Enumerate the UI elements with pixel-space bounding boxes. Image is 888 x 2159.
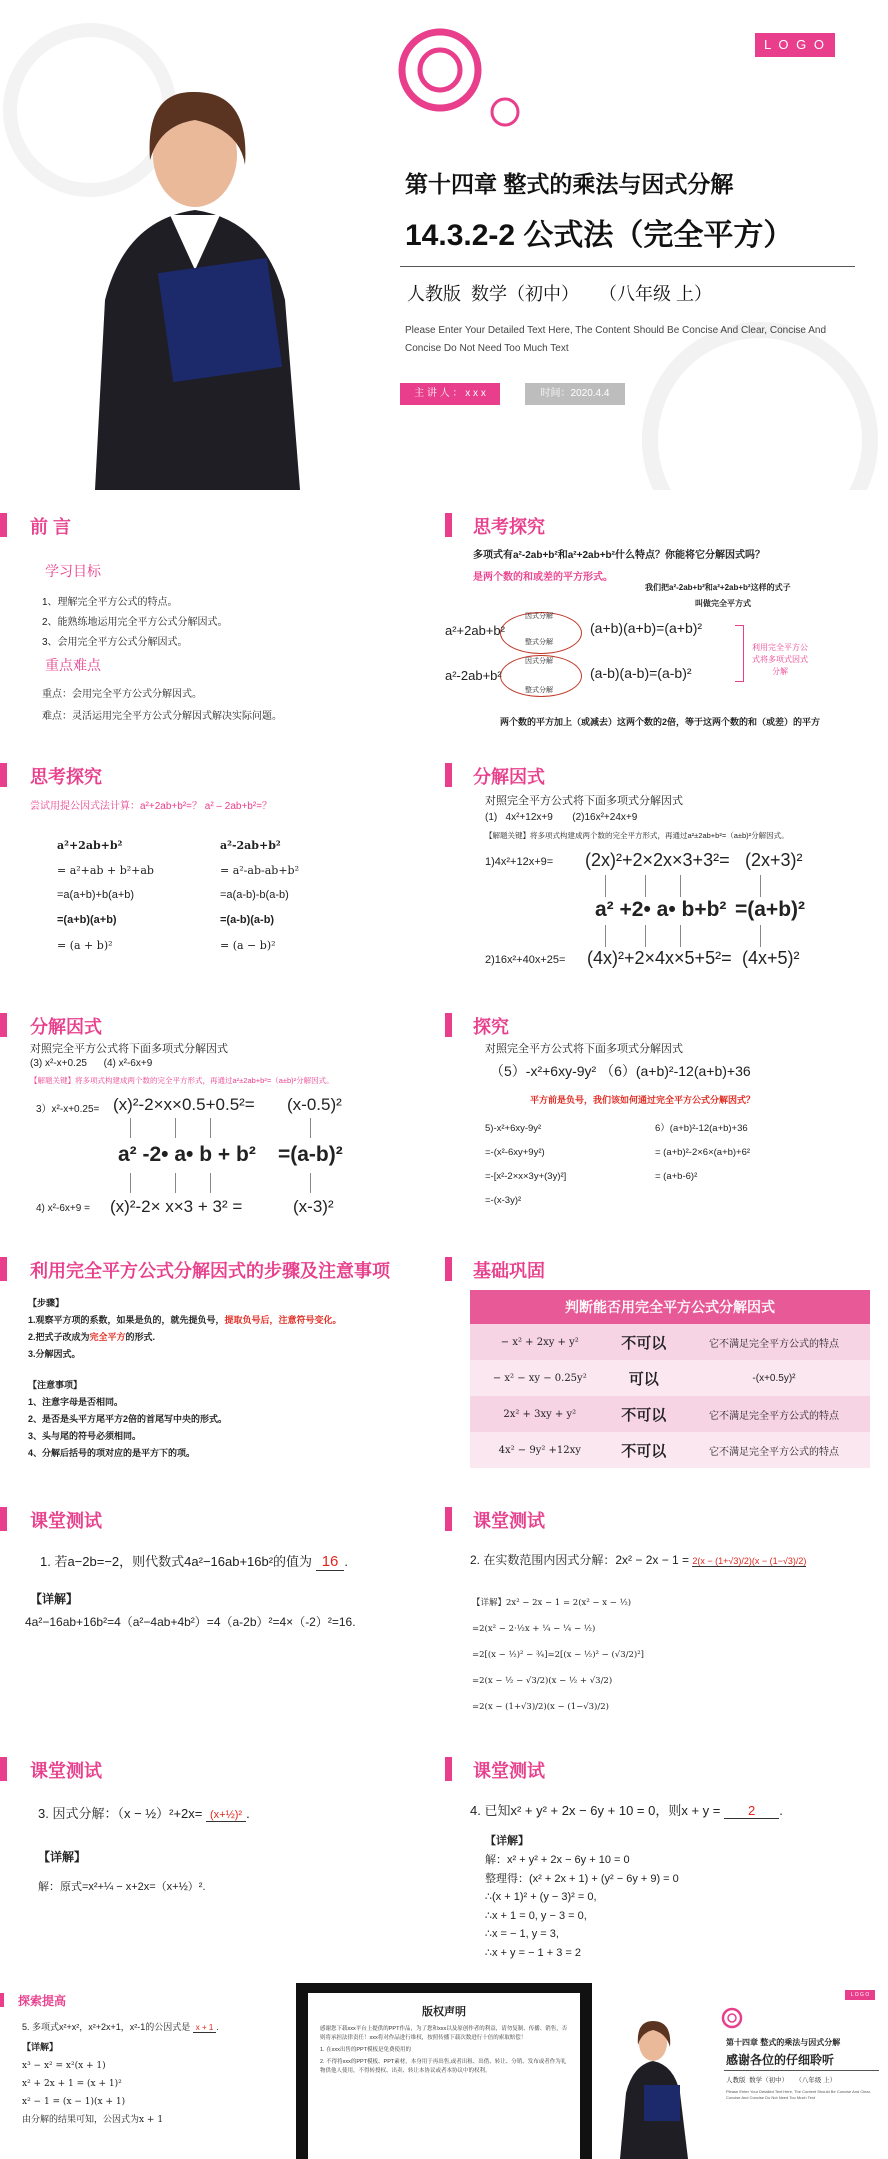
test-slide-1: 课堂测试 1. 若a−2b=−2，则代数式4a²−16ab+16b²的值为 16 . 【详解】 4a²−16ab+16b²=4（a²−4ab+4b²）=4（a-2b）²=4×（-2）²=16.	[0, 1495, 440, 1745]
slide-title: 探究	[473, 1017, 509, 1037]
lhs-2: a²-2ab+b²	[445, 668, 502, 683]
answer: 16	[316, 1553, 345, 1571]
right-col	[655, 1117, 750, 1189]
items: (3) x²-x+0.25 (4) x²-6x+9	[30, 1058, 153, 1069]
question: 尝试用提公因式法计算：a²+2ab+b²=？ a² – 2ab+b²=？	[30, 801, 273, 812]
step-3: 3.分解因式。	[28, 1349, 81, 1359]
formula-middle: a² -2• a• b + b²	[118, 1143, 256, 1166]
detail-4: 由分解的结果可知，公因式为x + 1	[22, 2115, 164, 2125]
slide-title: 分解因式	[473, 767, 545, 787]
steps-slide	[0, 1245, 440, 1495]
line-1-label: 1)4x²+12x+9=	[485, 856, 554, 868]
key-title: 重点难点	[45, 657, 101, 673]
answer: (x+½)²	[206, 1809, 246, 1822]
left-4: =(a+b)(a+b)	[57, 914, 117, 926]
test-slide-2	[445, 1495, 888, 1745]
goal-title: 学习目标	[45, 563, 101, 579]
detail-head: 【详解】	[30, 1592, 79, 1606]
key-hint: 【解题关键】将多项式构建成两个数的完全平方形式，再通过a²±2ab+b²=（a±b)²分解因式。	[485, 831, 789, 840]
lesson-title: 14.3.2-2 公式法（完全平方）	[405, 219, 794, 252]
chapter-title: 第十四章 整式的乘法与因式分解	[405, 171, 734, 197]
think-slide-1	[445, 495, 888, 745]
formula-middle-result: =(a+b)²	[735, 898, 806, 921]
line-2-label: 2)16x²+40x+25=	[485, 954, 566, 966]
lhs-1: a²+2ab+b²	[445, 623, 505, 638]
logo: L O G O	[845, 1990, 875, 2000]
factor-label: 因式分解	[525, 613, 553, 620]
factor-slide-1	[445, 745, 888, 995]
thanks-slide	[593, 1983, 888, 2159]
right-1: 6）(a+b)²-12(a+b)+36	[655, 1123, 748, 1134]
judge-table	[470, 1290, 870, 1468]
chapter-title: 第十四章 整式的乘法与因式分解	[726, 2038, 841, 2047]
goal-3: 3、会用完全平方公式分解因式。	[42, 637, 188, 648]
left-3: =a(a+b)+b(a+b)	[57, 889, 135, 901]
question: 对照完全平方公式将下面多项式分解因式	[485, 795, 683, 807]
step-1: 1.观察平方项的系数，如果是负的，就先提负号，提取负号后，注意符号变化。	[28, 1315, 342, 1325]
slide-title: 分解因式	[30, 1017, 102, 1037]
items: （5）-x²+6xy-9y² （6）(a+b)²-12(a+b)+36	[490, 1063, 751, 1079]
left-1: a²+2ab+b²	[57, 839, 123, 852]
presenter-photo	[608, 2013, 698, 2159]
line-2-expr: (4x)²+2×4x×5+5²=	[587, 948, 732, 968]
expand-label: 整式分解	[525, 639, 553, 646]
edition-label: 人教版 数学（初中） （八年级 上）	[726, 2077, 837, 2084]
detail-3: =2[(x − ½)² − ¾]=2[(x − ½)² − (√3/2)²]	[472, 1650, 644, 1660]
slide-title: 前 言	[30, 517, 72, 537]
slide-title: 探索提高	[18, 1994, 67, 2008]
detail-4: =2(x − ½ − √3/2)(x − ½ + √3/2)	[472, 1676, 613, 1686]
line-2-expr: (x)²-2× x×3 + 3² =	[110, 1197, 243, 1216]
note-2: 叫做完全平方式	[695, 599, 751, 608]
question: 3. 因式分解：（x − ½）²+2x=	[38, 1806, 203, 1821]
table-row: − x² − xy − 0.25y² 可以 -(x+0.5y)²	[470, 1360, 870, 1396]
factor-label-2: 因式分解	[525, 658, 553, 665]
detail-5: ∴x = − 1, y = 3,	[485, 1928, 559, 1940]
cover-slide	[0, 0, 888, 490]
slide-title: 思考探究	[30, 767, 102, 787]
raise-slide: 探索提高 5. 多项式x²+x²，x²+2x+1，x²-1的公因式是 x + 1 . 【详解】 x³ − x² = x²(x + 1) x² + 2x + 1 = (x + 1)² x² − 1 = (x − 1)(x + 1) 由分解的结果可知，公因式为x + 1	[0, 1983, 295, 2159]
line-2-result: (x-3)²	[293, 1197, 334, 1216]
goal-2: 2、能熟练地运用完全平方公式分解因式。	[42, 617, 228, 628]
preface-slide	[0, 495, 440, 745]
slide-title: 利用完全平方公式分解因式的步骤及注意事项	[30, 1261, 390, 1281]
body-1: 感谢您下载xxx平台上提供的PPT作品，为了您和xxx以及原创作者的利益，请勿复制、传播、销售，否则将承担法律责任！xxx将对作品进行维权，按照传播下载次数进行十倍的索取赔偿！	[320, 2026, 568, 2041]
description: Please Enter Your Detailed Text Here, The Content Should Be Concise And Clear, Concise And Concise Do Not Need Too Much Text	[726, 2089, 871, 2100]
key-hint: 【解题关键】将多项式构建成两个数的完全平方形式，再通过a²±2ab+b²=（a±b)²分解因式。	[30, 1076, 334, 1085]
notes-head: 【注意事项】	[28, 1380, 83, 1390]
right-3: = (a+b-6)²	[655, 1171, 698, 1182]
conclusion: 两个数的平方加上（或减去）这两个数的2倍，等于这两个数的和（或差）的平方	[500, 717, 821, 727]
slide-title: 基础巩固	[473, 1261, 545, 1281]
note-4: 4、分解后括号的项对应的是平方下的项。	[28, 1448, 196, 1458]
left-3: =-[x²-2×x×3y+(3y)²]	[485, 1171, 567, 1182]
key-point: 重点：会用完全平方公式分解因式。	[42, 689, 202, 700]
test-slide-3: 课堂测试 3. 因式分解：（x − ½）²+2x= (x+½)² . 【详解】 解：原式=x²+¼ − x+2x=（x+½）².	[0, 1745, 440, 1995]
test-slide-4: 课堂测试 4. 已知x² + y² + 2x − 6y + 10 = 0，则x + y = 2 . 【详解】 解：x² + y² + 2x − 6y + 10 = 0 整理得：(x² + 2x + 1) + (y² − 6y + 9) = 0 ∴(x + 1)² + (y − 3)² = 0, ∴x + 1 = 0, y − 3 = 0, ∴x = − 1, y = 3, ∴x + y = − 1 + 3 = 2	[445, 1745, 888, 1995]
side-note: 利用完全平方公式将多项式因式分解	[752, 643, 808, 676]
question: 对照完全平方公式将下面多项式分解因式	[485, 1043, 683, 1055]
goal-1: 1、理解完全平方公式的特点。	[42, 597, 178, 608]
note-3: 3、头与尾的符号必须相同。	[28, 1431, 142, 1441]
right-col	[220, 833, 299, 958]
presenter-photo	[55, 70, 335, 490]
line-2-label: 4) x²-6x+9 =	[36, 1203, 90, 1214]
line-1-expr: (2x)²+2×2x×3+3²=	[585, 850, 730, 870]
detail-2: 整理得：(x² + 2x + 1) + (y² − 6y + 9) = 0	[485, 1872, 679, 1885]
answer: 是两个数的和或差的平方形式。	[473, 572, 613, 583]
answer: 2(x − (1+√3)/2)(x − (1−√3)/2)	[692, 1556, 807, 1566]
rhs-1: (a+b)(a+b)=(a+b)²	[590, 620, 703, 636]
basic-slide	[445, 1245, 888, 1495]
slide-title: 课堂测试	[473, 1511, 545, 1531]
left-col	[485, 1117, 566, 1213]
line-1-result: (2x+3)²	[745, 850, 803, 870]
question: 5. 多项式x²+x²，x²+2x+1，x²-1的公因式是	[22, 2022, 191, 2032]
left-2: = a²+ab + b²+ab	[57, 864, 154, 877]
question: 2. 在实数范围内因式分解：2x² − 2x − 1 =	[470, 1553, 690, 1567]
hint: 平方前是负号，我们该如何通过完全平方公式分解因式？	[530, 1095, 756, 1105]
description: Please Enter Your Detailed Text Here, The Content Should Be Concise And Clear, Concise And Concise Do Not Need Too Much Text	[405, 325, 827, 354]
detail-1: 【详解】2x² − 2x − 1 = 2(x² − x − ½)	[472, 1598, 632, 1608]
detail: 4a²−16ab+16b²=4（a²−4ab+4b²）=4（a-2b）²=4×（-2）²=16.	[25, 1615, 356, 1629]
left-5: = (a + b)²	[57, 939, 113, 952]
steps-head: 【步骤】	[28, 1298, 65, 1308]
brace	[735, 625, 744, 682]
detail-6: ∴x + y = − 1 + 3 = 2	[485, 1946, 581, 1959]
detail-4: ∴x + 1 = 0, y − 3 = 0,	[485, 1909, 587, 1922]
factor-slide-2	[0, 995, 440, 1245]
formula-middle-result: =(a-b)²	[278, 1143, 343, 1166]
edition-label: 人教版 数学（初中） （八年级 上）	[407, 284, 713, 304]
detail-1: x³ − x² = x²(x + 1)	[22, 2061, 106, 2071]
time-badge: 时间：2020.4.4	[525, 383, 625, 405]
slide-title: 课堂测试	[30, 1761, 102, 1781]
question: 1. 若a−2b=−2，则代数式4a²−16ab+16b²的值为	[40, 1554, 313, 1569]
note-1: 1、注意字母是否相同。	[28, 1397, 124, 1407]
left-2: =-(x²-6xy+9y²)	[485, 1147, 545, 1158]
detail-head: 【详解】	[38, 1850, 87, 1864]
detail-head: 【详解】	[22, 2042, 59, 2052]
question: 4. 已知x² + y² + 2x − 6y + 10 = 0，则x + y =	[470, 1803, 721, 1818]
question: 对照完全平方公式将下面多项式分解因式	[30, 1043, 228, 1055]
question: 多项式有a²-2ab+b²和a²+2ab+b²什么特点？你能将它分解因式吗？	[473, 550, 765, 561]
rhs-2: (a-b)(a-b)=(a-b)²	[590, 665, 692, 681]
detail-3: x² − 1 = (x − 1)(x + 1)	[22, 2097, 126, 2107]
detail-head: 【详解】	[485, 1835, 529, 1847]
left-1: 5)-x²+6xy-9y²	[485, 1123, 542, 1134]
answer: x + 1	[193, 2023, 217, 2033]
line-1-label: 3）x²-x+0.25=	[36, 1104, 100, 1115]
thanks-title: 感谢各位的仔细聆听	[726, 2053, 835, 2067]
line-2-result: (4x+5)²	[742, 948, 800, 968]
right-3: =a(a-b)-b(a-b)	[220, 889, 289, 901]
detail-1: 解：x² + y² + 2x − 6y + 10 = 0	[485, 1854, 630, 1866]
slide-title: 版权声明	[422, 2006, 466, 2018]
right-2: = (a+b)²-2×6×(a+b)+6²	[655, 1147, 751, 1158]
right-1: a²-2ab+b²	[220, 839, 281, 852]
answer: 2	[724, 1803, 779, 1819]
expand-label-2: 整式分解	[525, 687, 553, 694]
note-2: 2、是否是头平方尾平方2倍的首尾写中央的形式。	[28, 1414, 228, 1424]
table-row: − x² + 2xy + y² 不可以 它不满足完全平方公式的特点	[470, 1324, 870, 1360]
table-row: 4x² − 9y² +12xy 不可以 它不满足完全平方公式的特点	[470, 1432, 870, 1468]
detail-2: =2(x² − 2·½x + ¼ − ¼ − ½)	[472, 1624, 596, 1634]
left-col	[57, 833, 154, 958]
body-2: 1. 在xxx出售的PPT模板是免费使用的	[320, 2047, 412, 2053]
items: (1) 4x²+12x+9 (2)16x²+24x+9	[485, 812, 638, 823]
line-1-result: (x-0.5)²	[287, 1095, 342, 1114]
slide-title: 课堂测试	[473, 1761, 545, 1781]
line-1-expr: (x)²-2×x×0.5+0.5²=	[113, 1095, 255, 1114]
logo: L O G O	[755, 33, 835, 57]
right-5: = (a − b)²	[220, 939, 276, 952]
detail: 解：原式=x²+¼ − x+2x=（x+½）².	[38, 1881, 206, 1893]
swirl-decoration	[718, 2005, 758, 2035]
detail-5: =2(x − (1+√3)/2)(x − (1−√3)/2)	[472, 1702, 609, 1712]
left-4: =-(x-3y)²	[485, 1195, 522, 1206]
detail-2: x² + 2x + 1 = (x + 1)²	[22, 2079, 122, 2089]
think-slide-2	[0, 745, 440, 995]
right-2: = a²-ab-ab+b²	[220, 864, 299, 877]
detail-3: ∴(x + 1)² + (y − 3)² = 0,	[485, 1891, 597, 1903]
speaker-badge: 主 讲 人 ： x x x	[400, 383, 500, 405]
note: 我们把a²-2ab+b²和a²+2ab+b²这样的式子	[645, 583, 791, 592]
right-4: =(a-b)(a-b)	[220, 914, 275, 926]
body-3: 2. 不得将xxx的PPT模板、PPT素材，本身用于再出售,或者出租、出借、转让、分销、发布或者作为礼物供他人使用，不得转授权、出卖、转让本协议或者本协议中的权利。	[320, 2059, 567, 2074]
slide-title: 思考探究	[473, 517, 545, 537]
slide-title: 课堂测试	[30, 1511, 102, 1531]
table-header: 判断能否用完全平方公式分解因式	[470, 1290, 870, 1324]
formula-middle: a² +2• a• b+b²	[595, 898, 727, 921]
difficulty-point: 难点：灵活运用完全平方公式分解因式解决实际问题。	[42, 711, 282, 722]
title-divider	[400, 266, 855, 267]
copyright-slide	[296, 1983, 592, 2159]
explore-slide	[445, 995, 888, 1245]
table-row: 2x² + 3xy + y² 不可以 它不满足完全平方公式的特点	[470, 1396, 870, 1432]
step-2: 2.把式子改成为完全平方的形式.	[28, 1332, 156, 1342]
